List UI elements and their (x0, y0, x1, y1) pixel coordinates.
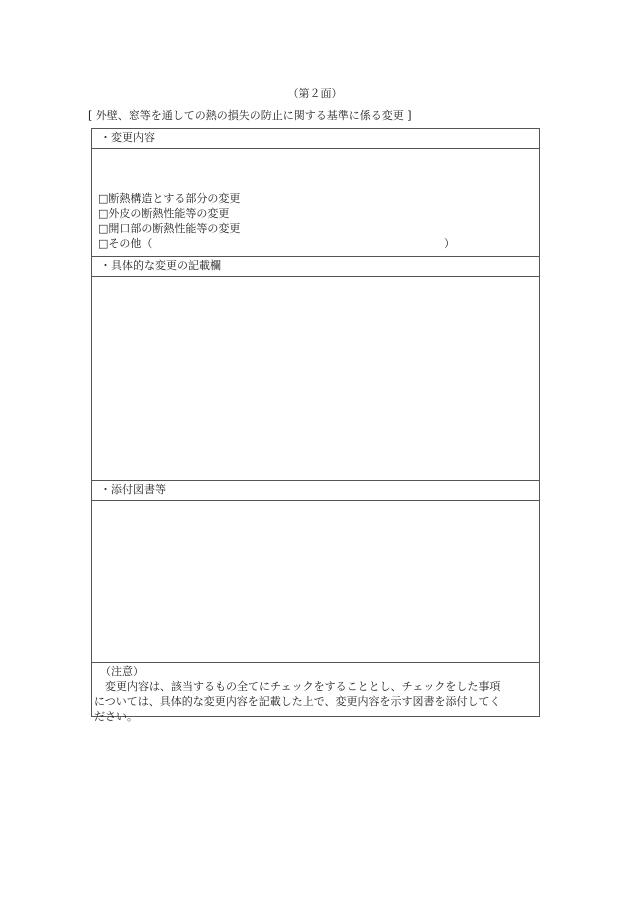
note-title: （注意） (100, 665, 144, 678)
note-line: ださい。 (94, 710, 138, 723)
option-other-closing: ） (444, 237, 455, 250)
option-other[interactable]: □その他（ (98, 237, 153, 250)
page-label: （第２面） (287, 87, 343, 100)
form-table (91, 128, 540, 723)
attachments-header: ・添付図書等 (92, 481, 539, 501)
option-insulation-structure[interactable]: □断熱構造とする部分の変更 (98, 192, 241, 205)
attachments-field[interactable] (92, 501, 539, 663)
note-line: については、具体的な変更内容を記載した上で、変更内容を示す図書を添付してく (94, 695, 501, 708)
form-heading: [ 外壁、窓等を通しての熱の損失の防止に関する基準に係る変更 ] (88, 109, 412, 122)
note-line: 変更内容は、該当するもの全てにチェックをすることとし、チェックをした事項 (105, 680, 501, 693)
option-envelope-performance[interactable]: □外皮の断熱性能等の変更 (98, 207, 230, 220)
note-section (92, 663, 539, 724)
option-opening-performance[interactable]: □開口部の断熱性能等の変更 (98, 222, 241, 235)
changes-header: ・変更内容 (92, 129, 539, 149)
details-header: ・具体的な変更の記載欄 (92, 257, 539, 277)
details-field[interactable] (92, 277, 539, 481)
changes-body (92, 149, 539, 257)
